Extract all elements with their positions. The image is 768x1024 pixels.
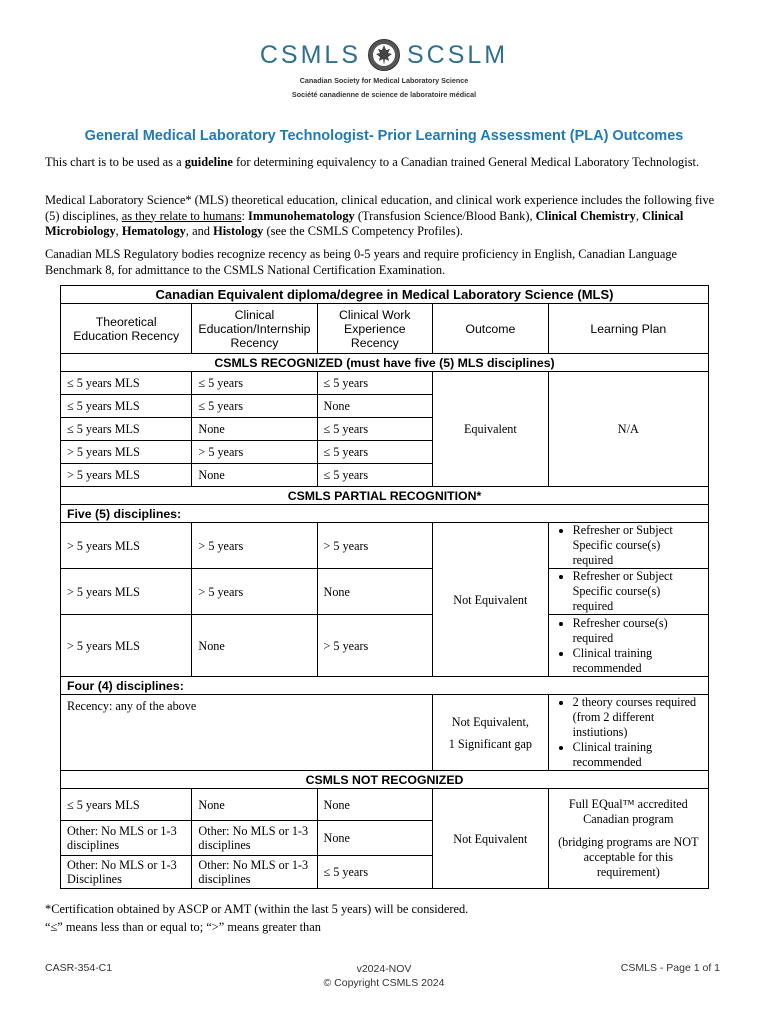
discipline: Histology [213,224,264,238]
plan-item: • Clinical training recommended [573,646,702,676]
emphasis: guideline [184,155,233,169]
table-cell: ≤ 5 years [317,418,433,441]
table-cell: ≤ 5 years [192,372,317,395]
learning-plan-cell [548,695,708,771]
table-cell: > 5 years MLS [61,569,192,615]
text: (see the CSMLS Competency Profiles). [263,224,463,238]
text: (Transfusion Science/Blood Bank), [354,208,536,223]
table-cell: None [317,395,433,418]
intro-paragraph-2 [45,193,725,240]
learning-plan-cell [548,569,708,615]
text: , and [185,224,214,238]
learning-plan-cell: N/A [548,372,708,487]
footnote-certification: *Certification obtained by ASCP or AMT (within the last 5 years) will be considered. [45,902,469,916]
table-cell: None [192,615,317,677]
outcome-line: Not Equivalent, [451,714,529,729]
table-cell: ≤ 5 years [317,441,433,464]
discipline: Clinical Chemistry [535,208,636,223]
table-cell: > 5 years MLS [61,441,192,464]
logo-subtitle-fr: Société canadienne de science de laboratoire médical [291,90,477,99]
table-cell: Other: No MLS or 1-3 disciplines [192,821,317,856]
logo-text-fr: SCSLM [407,40,509,69]
col-header-learning-plan: Learning Plan [548,304,708,354]
outcome-cell: Not Equivalent [433,523,549,677]
table-cell: ≤ 5 years MLS [61,418,192,441]
outcome-cell: Not Equivalent [433,789,549,889]
table-title: Canadian Equivalent diploma/degree in Medical Laboratory Science (MLS) [61,286,709,304]
plan-item: • Refresher course(s) required [573,616,702,646]
section-partial: CSMLS PARTIAL RECOGNITION* [61,487,709,505]
table-cell: ≤ 5 years MLS [61,372,192,395]
text: This chart is to be used as a [45,155,185,169]
plan-item: • Refresher or Subject Specific course(s) required [573,523,702,568]
outcome-cell: Equivalent [433,372,549,487]
text: , [635,208,643,223]
learning-plan-cell [548,789,708,889]
table-cell: ≤ 5 years [317,372,433,395]
logo-text-en: CSMLS [259,40,361,69]
subsection-five-disciplines: Five (5) disciplines: [61,505,709,523]
text: for determining equivalency to a Canadian trained General Medical Laboratory Technologist. [232,155,700,169]
text: , [115,224,122,238]
table-cell: > 5 years [192,441,317,464]
intro-paragraph-3: Canadian MLS Regulatory bodies recognize recency as being 0-5 years and require proficiency in English, Canadian Language Benchmark 8, for admittance to the CSMLS National Certification Examination. [45,247,678,277]
col-header-clinical-work: Clinical Work Experience Recency [317,304,433,354]
discipline: Immunohematology [248,208,355,223]
table-cell: Recency: any of the above [61,695,433,771]
col-header-theoretical: Theoretical Education Recency [61,304,192,354]
table-cell: > 5 years [192,523,317,569]
plan-text: Full EQual™ accredited Canadian program [568,797,688,826]
table-cell: None [192,418,317,441]
table-cell: > 5 years [192,569,317,615]
table-cell: ≤ 5 years MLS [61,395,192,418]
table-cell: ≤ 5 years MLS [61,789,192,821]
section-not-recognized: CSMLS NOT RECOGNIZED [61,771,709,789]
maple-seal-icon [367,38,401,72]
plan-note: (bridging programs are NOT acceptable for this requirement) [558,835,699,879]
discipline: Hematology [121,224,186,238]
discipline: Clinical Microbiology [45,208,684,238]
table-cell: Other: No MLS or 1-3 disciplines [192,856,317,889]
table-cell: > 5 years [317,615,433,677]
outcome-line: 1 Significant gap [448,736,532,751]
text: Medical Laboratory Science* (MLS) theoretical education, clinical education, and clinical work experience includes the following five (5) disciplines, [45,193,715,223]
col-header-outcome: Outcome [433,304,549,354]
learning-plan-cell [548,523,708,569]
table-cell: > 5 years [317,523,433,569]
logo-subtitle-en: Canadian Society for Medical Laboratory Science [299,76,469,85]
plan-item: • Clinical training recommended [573,740,702,770]
table-cell: Other: No MLS or 1-3 Disciplines [61,856,192,889]
section-recognized: CSMLS RECOGNIZED (must have five (5) MLS disciplines) [61,354,709,372]
table-cell: None [317,569,433,615]
copyright: © Copyright CSMLS 2024 [323,977,445,989]
table-cell: > 5 years MLS [61,523,192,569]
pla-outcomes-table [60,285,709,889]
table-cell: ≤ 5 years [317,464,433,487]
table-cell: None [317,821,433,856]
text: : [241,208,249,223]
intro-paragraph-1 [45,155,725,171]
outcome-cell [433,695,549,771]
table-cell: ≤ 5 years [317,856,433,889]
plan-item: • Refresher or Subject Specific course(s) required [573,569,702,614]
footnote-symbols: “≤” means less than or equal to; “>” means greater than [45,920,321,934]
table-cell: > 5 years MLS [61,464,192,487]
table-cell: Other: No MLS or 1-3 disciplines [61,821,192,856]
document-code: CASR-354-C1 [45,962,113,974]
col-header-clinical-education: Clinical Education/Internship Recency [192,304,317,354]
underlined-text: as they relate to humans [121,208,242,223]
subsection-four-disciplines: Four (4) disciplines: [61,677,709,695]
table-cell: None [192,464,317,487]
version: v2024-NOV [356,963,412,975]
learning-plan-cell [548,615,708,677]
page-number: CSMLS - Page 1 of 1 [620,962,720,974]
page-title: General Medical Laboratory Technologist- Prior Learning Assessment (PLA) Outcomes [84,128,684,144]
table-cell: None [192,789,317,821]
table-cell: ≤ 5 years [192,395,317,418]
table-cell: None [317,789,433,821]
table-cell: > 5 years MLS [61,615,192,677]
plan-item: • 2 theory courses required (from 2 different instiutions) [573,695,702,740]
logo-block [0,38,768,100]
